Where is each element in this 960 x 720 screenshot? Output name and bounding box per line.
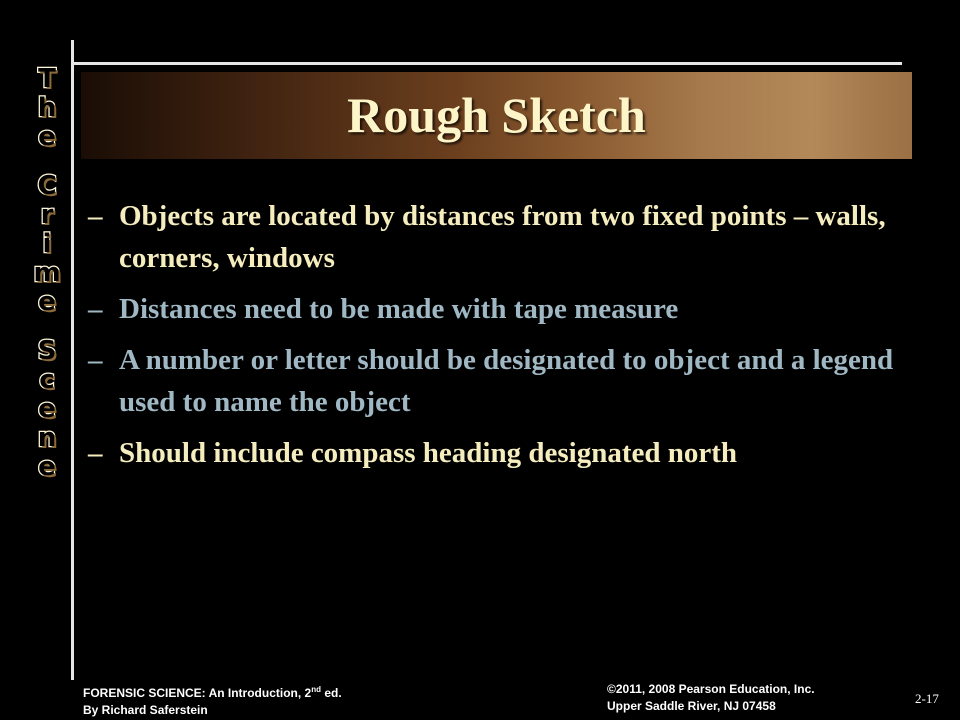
bullet-text: A number or letter should be designated to object and a legend used to name the object	[119, 344, 894, 418]
bullet-dash: –	[88, 293, 103, 325]
side-title	[20, 65, 74, 695]
bullet-text: Distances need to be made with tape measure	[119, 293, 679, 325]
page-number: 2-17	[915, 691, 939, 706]
side-title-letter: m	[33, 258, 61, 288]
side-title-letter: e	[38, 287, 56, 317]
bullet-text: Should include compass heading designated north	[119, 437, 738, 469]
footer-book-info	[83, 681, 342, 719]
footer-address-line: Upper Saddle River, NJ 07458	[607, 699, 776, 713]
side-title-letter: r	[40, 200, 54, 230]
horizontal-rule	[71, 62, 902, 65]
side-title-letter: S	[37, 336, 57, 366]
side-title-letter: T	[38, 64, 56, 94]
footer-book-title	[83, 681, 342, 702]
side-title-letter: n	[37, 423, 57, 453]
bullet-dash: –	[88, 437, 103, 469]
bullet-item	[88, 339, 928, 423]
side-title-letter: e	[38, 452, 56, 482]
footer-book-title-text: FORENSIC SCIENCE: An Introduction, 2	[83, 686, 312, 700]
footer-copyright-line: ©2011, 2008 Pearson Education, Inc.	[607, 682, 815, 696]
footer-copyright	[607, 681, 815, 715]
bullet-dash: –	[88, 344, 103, 376]
side-title-letter: i	[42, 229, 52, 259]
footer-author: By Richard Saferstein	[83, 703, 208, 717]
footer-edition-sup: nd	[311, 685, 322, 694]
bullet-item	[88, 432, 928, 474]
side-title-letter: h	[37, 93, 57, 123]
side-title-letter: e	[38, 122, 56, 152]
bullet-item	[88, 195, 928, 279]
side-title-letter: C	[37, 171, 57, 201]
slide-title: Rough Sketch	[347, 87, 646, 143]
bullet-text: Objects are located by distances from two fixed points – walls, corners, windows	[119, 200, 886, 274]
footer-edition-suffix: ed.	[321, 686, 342, 700]
side-title-letter: e	[38, 394, 56, 424]
bullet-list	[88, 195, 928, 483]
side-title-letter: c	[39, 365, 55, 395]
title-bar	[81, 72, 912, 159]
bullet-item	[88, 288, 928, 330]
bullet-dash: –	[88, 200, 103, 232]
